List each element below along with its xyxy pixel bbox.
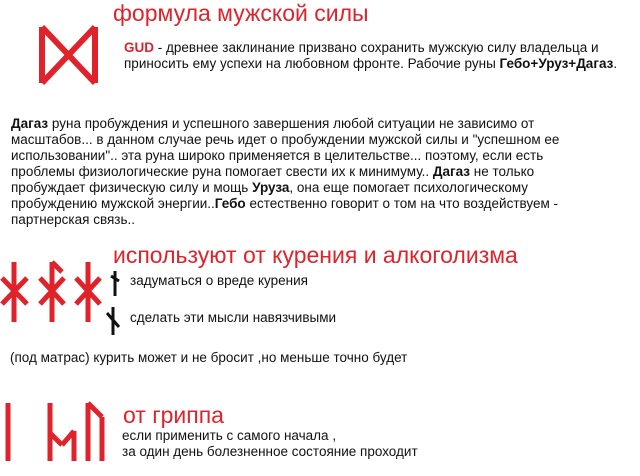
rune-triplet-smoking-icon [0,258,105,324]
section-title-male-power: формула мужской силы [113,0,369,26]
formula-end: . [613,56,618,71]
gud-word: GUD [124,40,154,55]
dagaz-paragraph [11,116,591,228]
dagaz-text-1: руна пробуждения и успешного завершения любой ситуации не зависимо от масштабов... в данном случае речь идет о пробуждении мужской силы и "успешном ее использовании".. эта руна широко применяется в целительстве... поэтому, если есть проблемы физиологические руна помогает свести их к минимуму.. [11,116,560,179]
rune-triplet-flu-icon [0,395,110,465]
item-think-about-smoking: задуматься о вреде курения [130,273,308,288]
gud-description [124,40,628,72]
dagaz-text-3: , она еще помогает психологическому пробуждению мужской энергии.. [11,180,529,211]
uruz-word: Уруза [252,180,290,195]
runes-formula: Гебо+Уруз+Дагаз [499,56,614,71]
dagaz-word-2: Дагаз [432,164,470,179]
dagaz-text-4: естественно говорит о том на что воздействуем - партнерская связь.. [11,196,559,227]
under-mattress-note: (под матрас) курить может и не бросит ,но меньше точно будет [10,350,408,365]
gebo-word: Гебо [214,196,246,211]
item-obsessive-thoughts: сделать эти мысли навязчивыми [130,310,337,325]
section-title-smoking: используют от курения и алкоголизма [113,242,518,268]
small-rune-2-icon [104,305,122,337]
dagaz-text-2: не только пробуждает физическую силу и мощь [11,164,535,195]
small-rune-1-icon [107,269,123,297]
rune-combination-gebo-uruz-dagaz-icon [38,24,100,86]
section-title-flu: от гриппа [123,402,224,428]
gud-intro-text: - древнее заклинание призвано сохранить мужскую силу владельца и приносить ему успехи на любовном фронте. Рабочие руны [124,40,599,71]
flu-line-1: если применить с самого начала , [122,428,337,443]
dagaz-word: Дагаз [11,116,49,131]
flu-line-2: за один день болезненное состояние проходит [122,444,418,459]
